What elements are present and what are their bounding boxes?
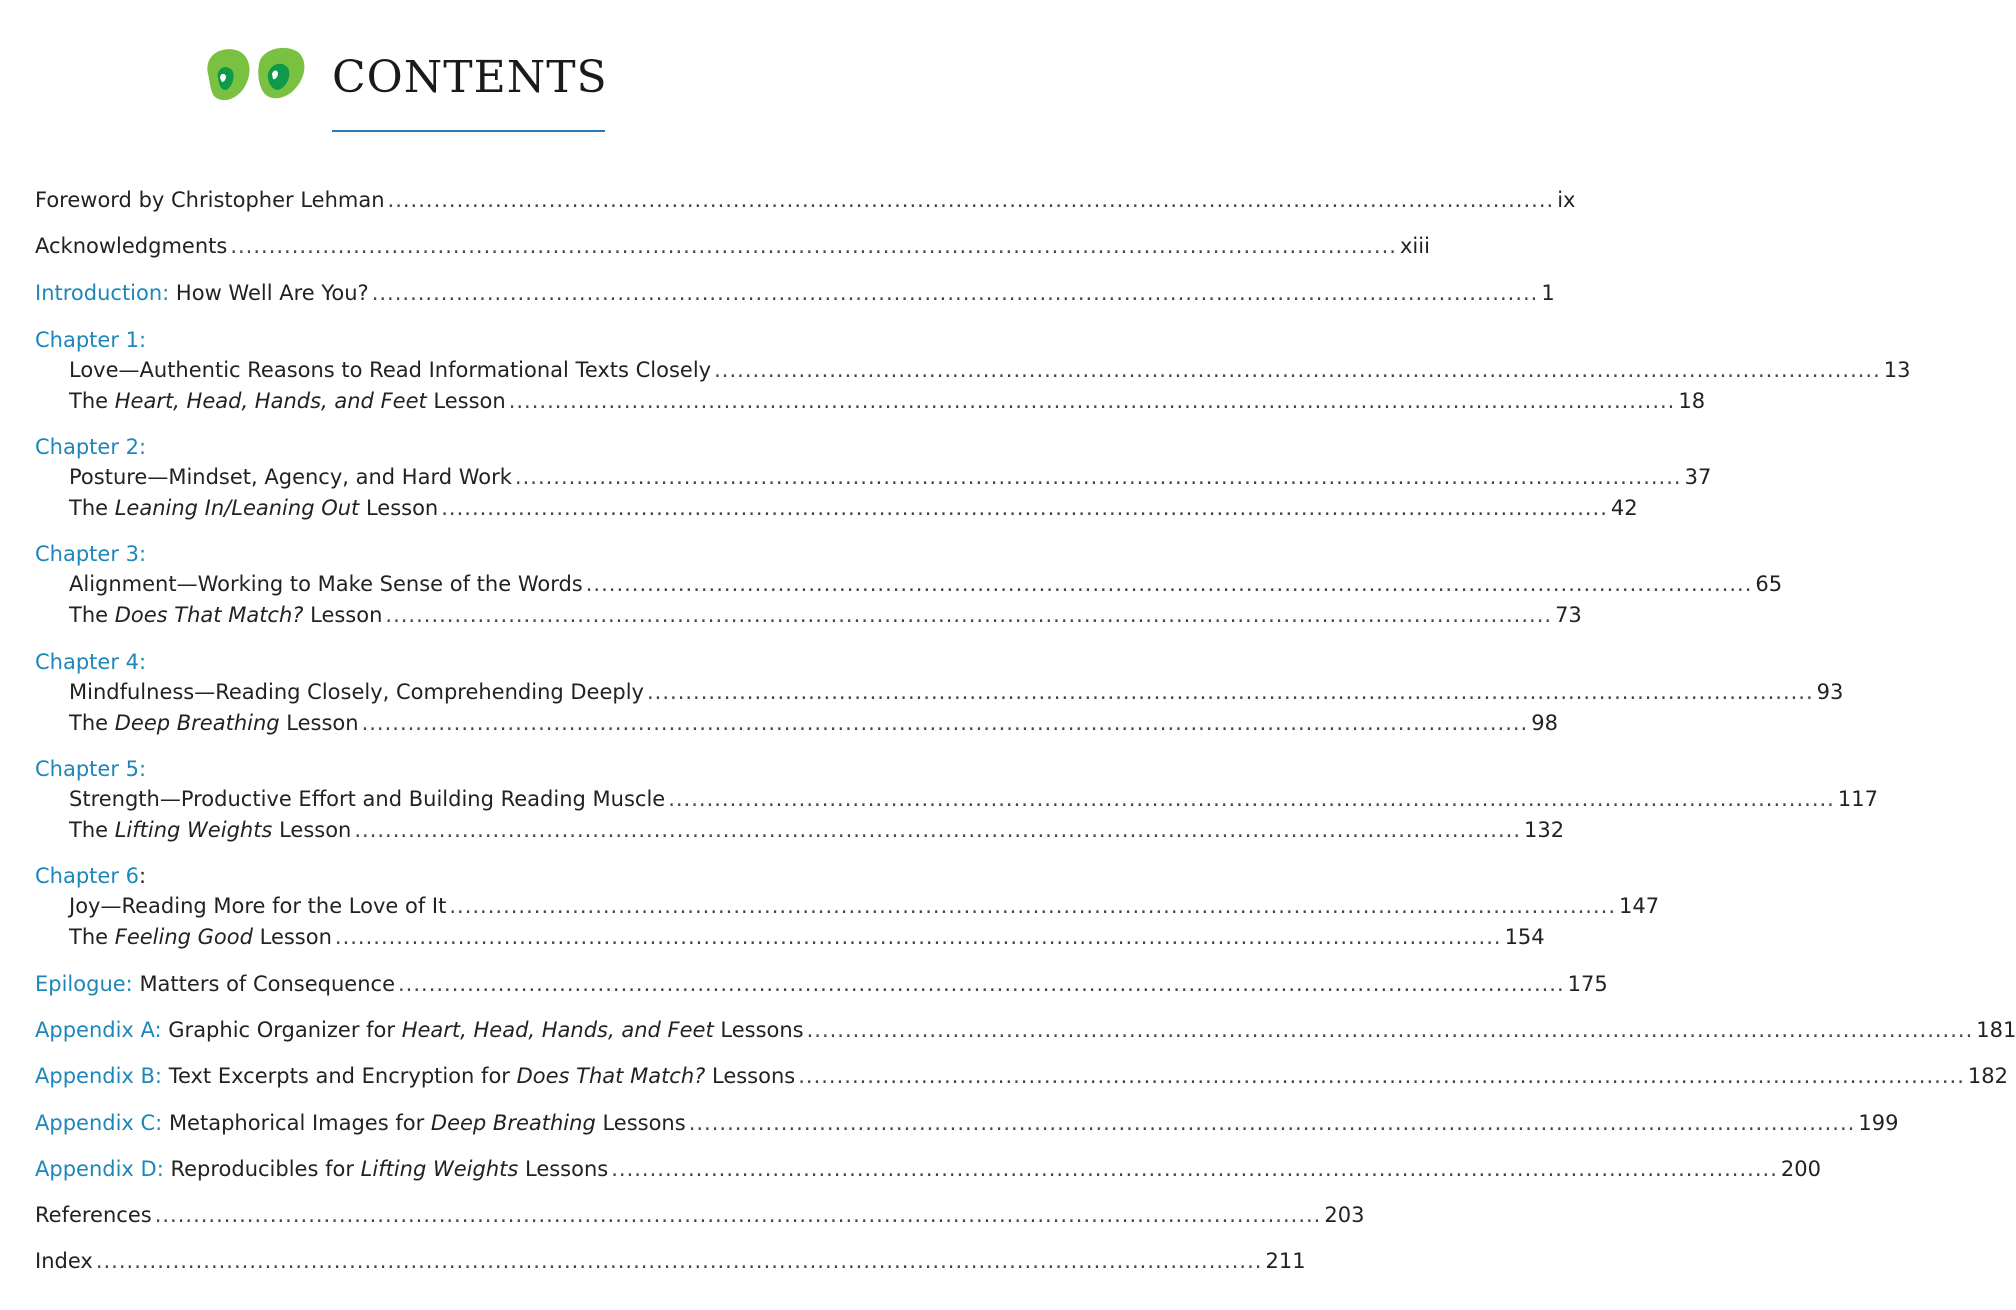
entry-title: Graphic Organizer for	[161, 1018, 402, 1042]
dot-leader: ........................................................................................................................................................	[449, 894, 1617, 918]
entry-title-suffix: Lessons	[518, 1157, 609, 1181]
page-number: 117	[1837, 787, 1878, 811]
lesson-name: Heart, Head, Hands, and Feet	[114, 389, 427, 413]
section-label: Appendix A:	[35, 1018, 162, 1042]
dot-leader: ........................................................................................................................................................	[647, 680, 1814, 704]
toc-entry-epilogue[interactable]	[35, 970, 1608, 998]
entry-title-suffix: Lesson	[252, 925, 332, 949]
chapter-2-heading[interactable]: Chapter 2:	[35, 435, 147, 459]
section-label: Introduction:	[35, 281, 170, 305]
dot-leader: ........................................................................................................................................................	[806, 1018, 1974, 1042]
dot-leader: ........................................................................................................................................................	[398, 972, 1565, 996]
lesson-name: Heart, Head, Hands, and Feet	[401, 1018, 714, 1042]
lesson-name: Deep Breathing	[114, 711, 280, 735]
page-number: 132	[1524, 818, 1565, 842]
chapter-3-heading[interactable]: Chapter 3:	[35, 542, 147, 566]
dot-leader: ........................................................................................................................................................	[154, 1203, 1322, 1227]
chapter-5-heading[interactable]: Chapter 5:	[35, 757, 147, 781]
entry-title: Reproducibles for	[163, 1157, 361, 1181]
page-number: 154	[1504, 925, 1545, 949]
toc-entry-appendix-c[interactable]	[35, 1109, 1899, 1137]
page-number: 181	[1976, 1018, 2016, 1042]
twin-leaf-logo	[202, 44, 308, 106]
lesson-name: Lifting Weights	[360, 1157, 519, 1181]
dot-leader: ........................................................................................................................................................	[385, 603, 1553, 627]
entry-title: Index	[35, 1249, 93, 1273]
entry-title: Foreword by Christopher Lehman	[35, 188, 385, 212]
chapter-6-heading[interactable]	[35, 862, 435, 890]
toc-entry-ch3-topic[interactable]	[69, 570, 1783, 598]
section-label: Appendix C:	[35, 1111, 163, 1135]
entry-title-suffix: Lessons	[595, 1111, 686, 1135]
dot-leader: ........................................................................................................................................................	[514, 465, 1682, 489]
toc-entry-ch5-topic[interactable]	[69, 785, 1878, 813]
toc-entry-acknowledgments[interactable]	[35, 232, 1430, 260]
page-number: 211	[1265, 1249, 1306, 1273]
dot-leader: ........................................................................................................................................................	[361, 711, 1529, 735]
lesson-name: Lifting Weights	[114, 818, 273, 842]
toc-entry-ch4-topic[interactable]	[69, 678, 1844, 706]
entry-title-suffix: Lessons	[705, 1064, 796, 1088]
toc-entry-appendix-d[interactable]	[35, 1155, 1821, 1183]
lesson-name: Feeling Good	[114, 925, 253, 949]
entry-title: The	[69, 818, 115, 842]
entry-title: The	[69, 389, 115, 413]
toc-entry-ch2-lesson[interactable]	[69, 494, 1638, 522]
entry-title: Matters of Consequence	[132, 972, 395, 996]
toc-entry-ch4-lesson[interactable]	[69, 709, 1558, 737]
toc-entry-ch1-topic[interactable]	[69, 356, 1911, 384]
entry-title-suffix: Lesson	[272, 818, 352, 842]
entry-title-suffix: Lesson	[426, 389, 506, 413]
toc-entry-appendix-b[interactable]	[35, 1062, 2008, 1090]
lesson-name: Deep Breathing	[430, 1111, 596, 1135]
entry-title: The	[69, 925, 115, 949]
chapter-4-heading[interactable]: Chapter 4:	[35, 650, 147, 674]
lesson-name: Leaning In/Leaning Out	[114, 496, 360, 520]
toc-entry-ch1-lesson[interactable]	[69, 387, 1706, 415]
dot-leader: ........................................................................................................................................................	[354, 818, 1522, 842]
toc-entry-ch6-lesson[interactable]	[69, 923, 1545, 951]
page-number: 65	[1755, 572, 1783, 596]
toc-entry-index[interactable]	[35, 1247, 1306, 1275]
dot-leader: ........................................................................................................................................................	[714, 358, 1881, 382]
entry-title: The	[69, 711, 115, 735]
page-number: 199	[1858, 1111, 1899, 1135]
toc-entry-appendix-a[interactable]	[35, 1016, 2016, 1044]
entry-title: Strength—Productive Effort and Building Reading Muscle	[69, 787, 666, 811]
lesson-name: Does That Match?	[114, 603, 304, 627]
entry-title: Posture—Mindset, Agency, and Hard Work	[69, 465, 512, 489]
toc-entry-ch5-lesson[interactable]	[69, 816, 1565, 844]
page-number: 18	[1678, 389, 1706, 413]
entry-title-suffix: Lesson	[359, 496, 439, 520]
entry-title: The	[69, 603, 115, 627]
entry-title: Acknowledgments	[35, 234, 228, 258]
dot-leader: ........................................................................................................................................................	[668, 787, 1835, 811]
dot-leader: ........................................................................................................................................................	[230, 234, 1397, 258]
toc-entry-ch3-lesson[interactable]	[69, 601, 1582, 629]
dot-leader: ........................................................................................................................................................	[441, 496, 1608, 520]
page-number: 1	[1541, 281, 1555, 305]
dot-leader: ........................................................................................................................................................	[387, 188, 1555, 212]
entry-title-suffix: Lesson	[303, 603, 383, 627]
page-number: 203	[1324, 1203, 1365, 1227]
toc-entry-ch2-topic[interactable]	[69, 463, 1712, 491]
chapter-1-heading[interactable]: Chapter 1:	[35, 328, 147, 352]
toc-entry-ch6-topic[interactable]	[69, 892, 1660, 920]
page-number: 37	[1684, 465, 1712, 489]
page-number: 98	[1531, 711, 1558, 735]
entry-title: How Well Are You?	[169, 281, 369, 305]
page-number: 42	[1610, 496, 1638, 520]
page-number: 93	[1816, 680, 1844, 704]
dot-leader: ........................................................................................................................................................	[508, 389, 1676, 413]
dot-leader: ........................................................................................................................................................	[585, 572, 1753, 596]
entry-title: The	[69, 496, 115, 520]
toc-entry-introduction[interactable]	[35, 279, 1555, 307]
section-label: Appendix D:	[35, 1157, 164, 1181]
page-number: 182	[1967, 1064, 2008, 1088]
page-title: CONTENTS	[332, 52, 608, 103]
page-number: 73	[1555, 603, 1582, 627]
dot-leader: ........................................................................................................................................................	[611, 1157, 1778, 1181]
page-number: 13	[1883, 358, 1911, 382]
title-underline	[332, 130, 605, 132]
dot-leader: ........................................................................................................................................................	[371, 281, 1539, 305]
toc-entry-references[interactable]	[35, 1201, 1365, 1229]
entry-title: Joy—Reading More for the Love of It	[69, 894, 447, 918]
dot-leader: ........................................................................................................................................................	[798, 1064, 1965, 1088]
entry-title: Alignment—Working to Make Sense of the Words	[69, 572, 583, 596]
page-number: ix	[1557, 188, 1576, 212]
page-number: 175	[1567, 972, 1608, 996]
section-label: Epilogue:	[35, 972, 133, 996]
entry-title: Love—Authentic Reasons to Read Informational Texts Closely	[69, 358, 712, 382]
entry-title: Text Excerpts and Encryption for	[162, 1064, 517, 1088]
page-number: xiii	[1399, 234, 1430, 258]
page-number: 200	[1780, 1157, 1821, 1181]
dot-leader: ........................................................................................................................................................	[95, 1249, 1263, 1273]
page-header	[0, 0, 952, 140]
toc-entry-foreword[interactable]	[35, 186, 1576, 214]
page-number: 147	[1619, 894, 1660, 918]
entry-title: Mindfulness—Reading Closely, Comprehending Deeply	[69, 680, 644, 704]
lesson-name: Does That Match?	[516, 1064, 706, 1088]
section-label: Appendix B:	[35, 1064, 163, 1088]
chapter-label-colon: :	[139, 864, 147, 888]
entry-title: Metaphorical Images for	[162, 1111, 431, 1135]
entry-title-suffix: Lessons	[713, 1018, 804, 1042]
dot-leader: ........................................................................................................................................................	[688, 1111, 1856, 1135]
chapter-label: Chapter 6	[35, 864, 139, 888]
dot-leader: ........................................................................................................................................................	[334, 925, 1502, 949]
entry-title-suffix: Lesson	[279, 711, 359, 735]
entry-title: References	[35, 1203, 152, 1227]
